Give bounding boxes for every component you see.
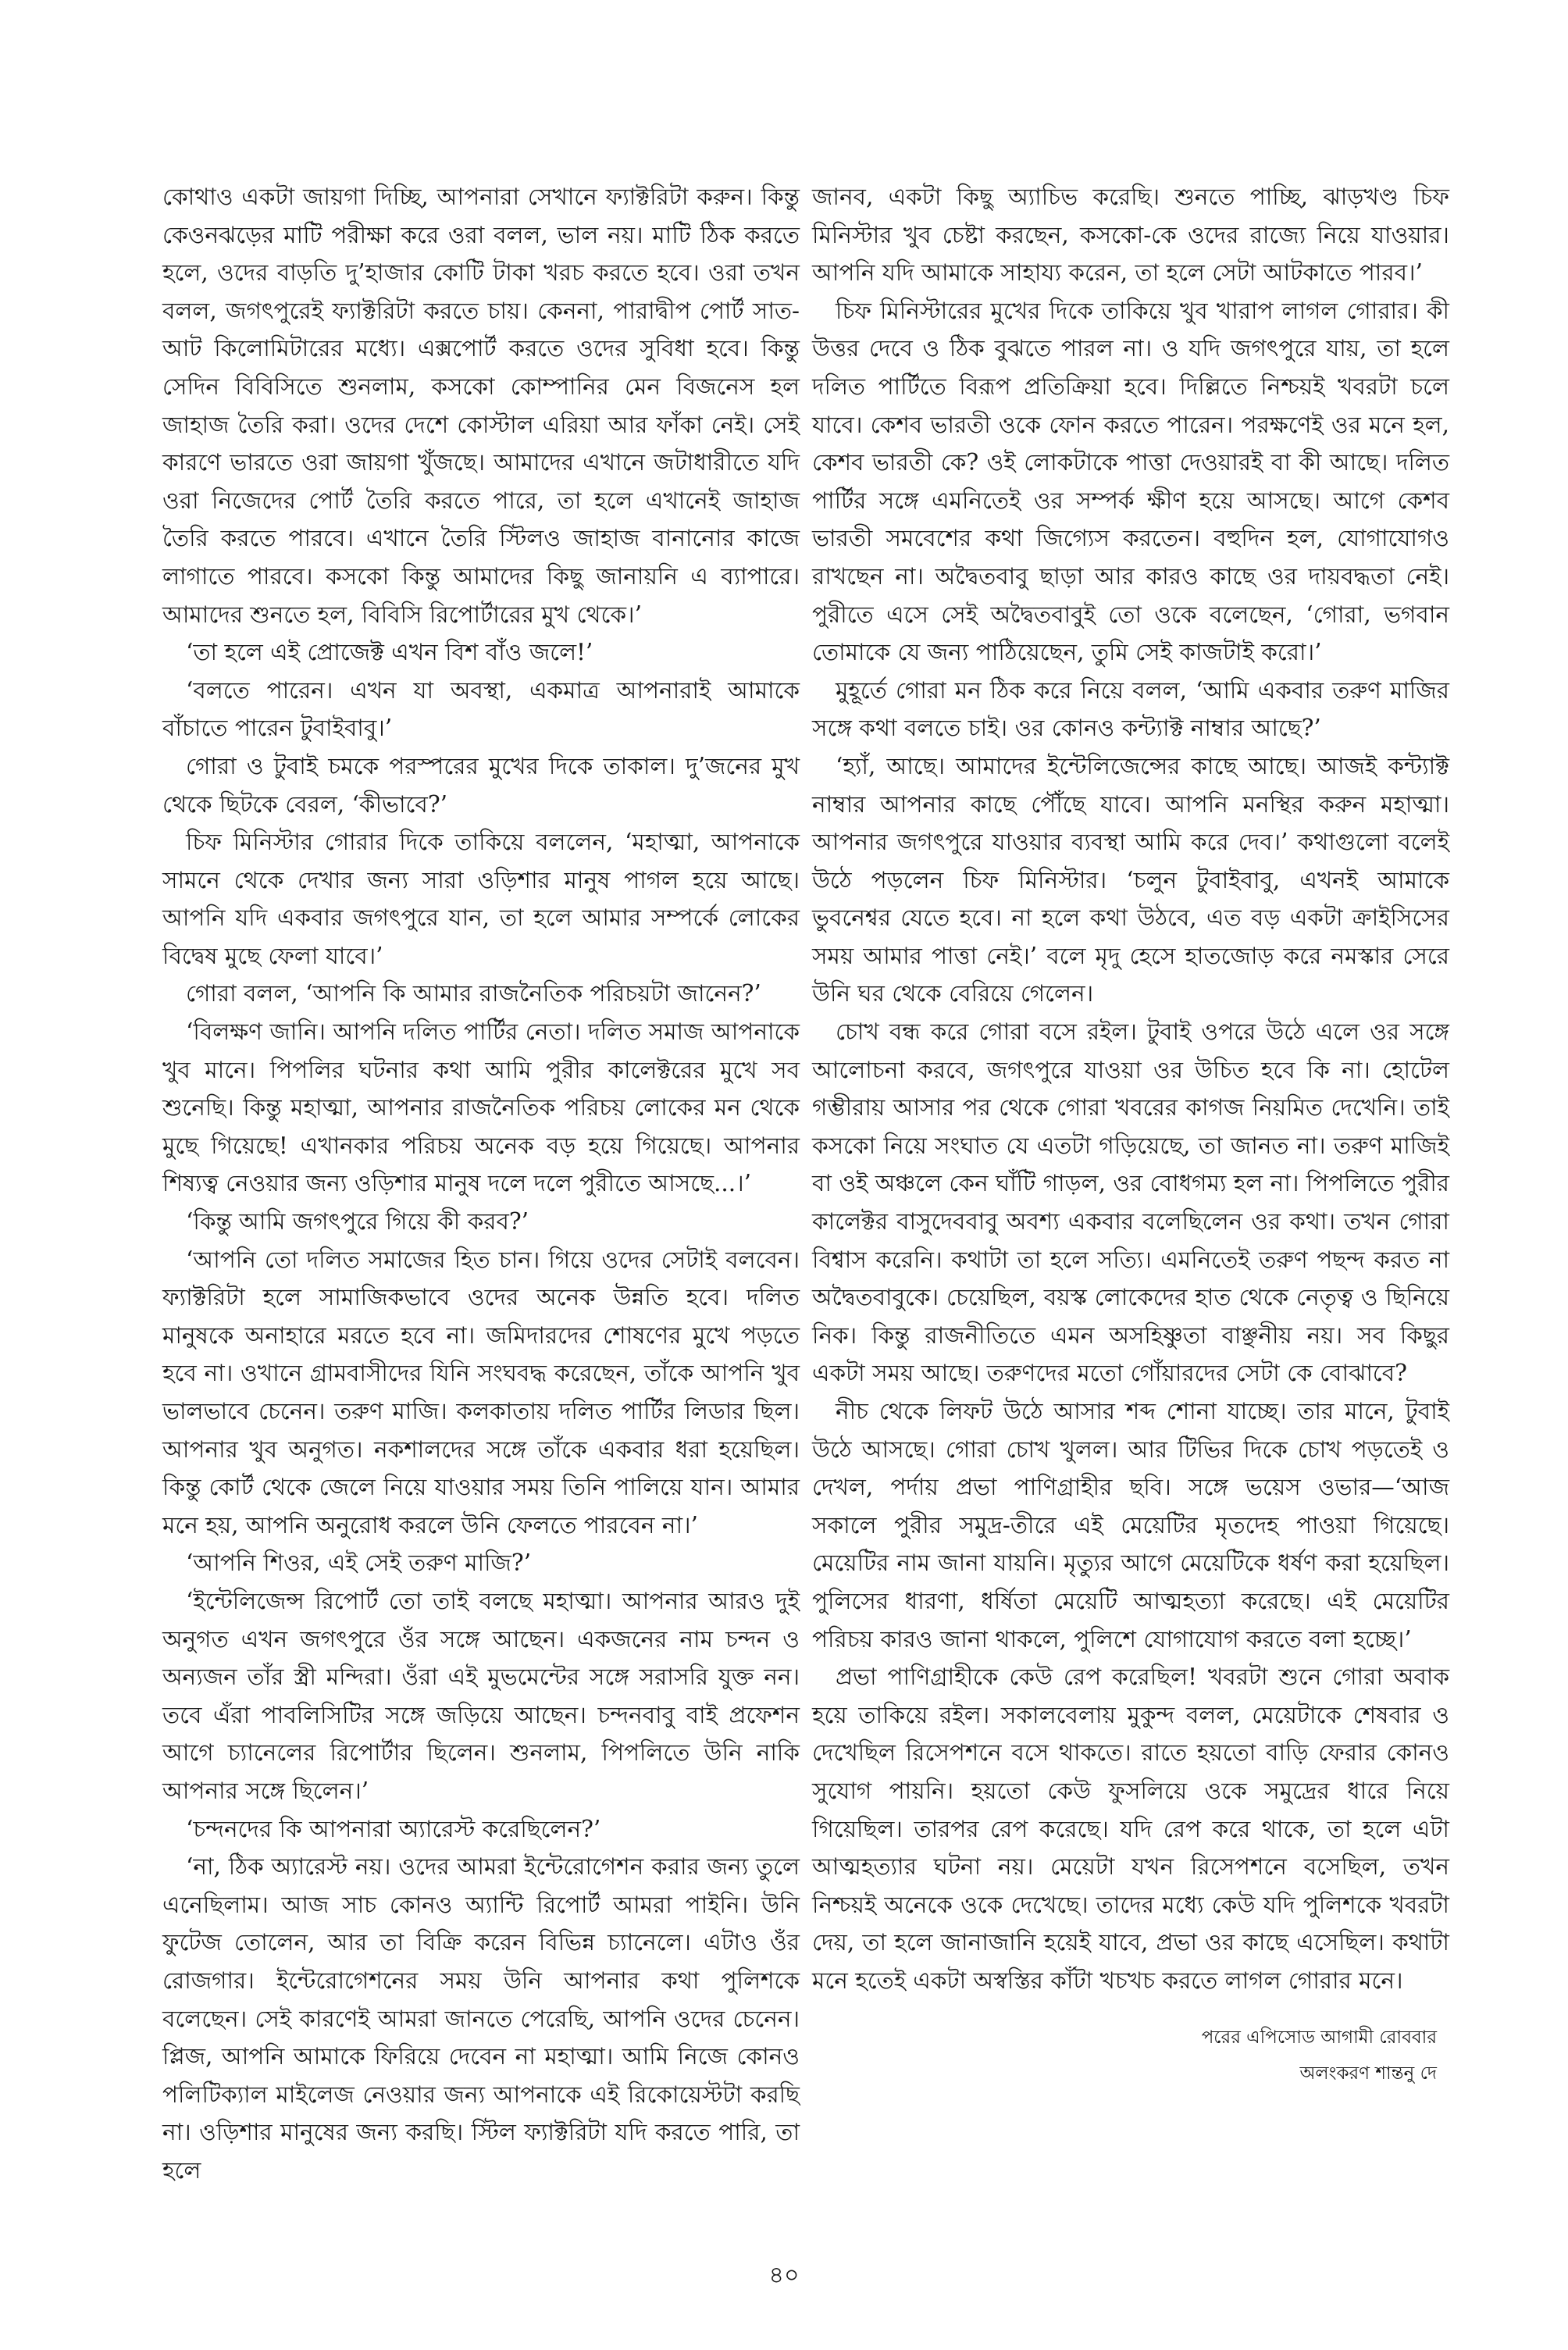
next-episode-note: পরের এপিসোড আগামী রোববার bbox=[1201, 2027, 1437, 2048]
paragraph: গোরা বলল, ‘আপনি কি আমার রাজনৈতিক পরিচয়টা জানেন?’ bbox=[186, 980, 761, 1007]
episode-credits bbox=[1124, 2020, 1437, 2091]
paragraph: কোথাও একটা জায়গা দিচ্ছি, আপনারা সেখানে ফ্যাক্টরিটা করুন। কিন্তু কেওনঝড়ের মাটি পরীক্ষা করে ওরা বলল, ভাল নয়। মাটি ঠিক করতে হলে, ওদের বাড়তি দু’হাজার কোটি টাকা খরচ করতে হবে। ওরা তখন বলল, জগৎপুরেই ফ্যাক্টরিটা করতে চায়। কেননা, পারাদ্বীপ পোর্ট সাত-আট কিলোমিটারের মধ্যে। এক্সপোর্ট করতে ওদের সুবিধা হবে। কিন্তু সেদিন বিবিসিতে শুনলাম, কসকো কোম্পানির মেন বিজনেস হল জাহাজ তৈরি করা। ওদের দেশে কোস্টাল এরিয়া আর ফাঁকা নেই। সেই কারণে ভারতে ওরা জায়গা খুঁজছে। আমাদের এখানে জটাধারীতে যদি ওরা নিজেদের পোর্ট তৈরি করতে পারে, তা হলে এখানেই জাহাজ তৈরি করতে পারবে। এখানে তৈরি স্টিলও জাহাজ বানানোর কাজে লাগাতে পারবে। কসকো কিন্তু আমাদের কিছু জানায়নি এ ব্যাপারে। আমাদের শুনতে হল, বিবিসি রিপোর্টারের মুখ থেকে।’ bbox=[162, 184, 800, 628]
paragraph: নীচ থেকে লিফট উঠে আসার শব্দ শোনা যাচ্ছে। তার মানে, টুবাই উঠে আসছে। গোরা চোখ খুলল। আর টিভির দিকে চোখ পড়তেই ও দেখল, পর্দায় প্রভা পাণিগ্রাহীর ছবি। সঙ্গে ভয়েস ওভার—‘আজ সকালে পুরীর সমুদ্র-তীরে এই মেয়েটির মৃতদেহ পাওয়া গিয়েছে। মেয়েটির নাম জানা যায়নি। মৃত্যুর আগে মেয়েটিকে ধর্ষণ করা হয়েছিল। পুলিসের ধারণা, ধর্ষিতা মেয়েটি আত্মহত্যা করেছে। এই মেয়েটির পরিচয় কারও জানা থাকলে, পুলিশে যোগাযোগ করতে বলা হচ্ছে।’ bbox=[812, 1398, 1449, 1653]
paragraph: জানব, একটা কিছু অ্যাচিভ করেছি। শুনতে পাচ্ছি, ঝাড়খণ্ড চিফ মিনিস্টার খুব চেষ্টা করছেন, কসকো-কে ওদের রাজ্যে নিয়ে যাওয়ার। আপনি যদি আমাকে সাহায্য করেন, তা হলে সেটা আটকাতে পারব।’ bbox=[812, 184, 1449, 287]
paragraph: মুহূর্তে গোরা মন ঠিক করে নিয়ে বলল, ‘আমি একবার তরুণ মাজির সঙ্গে কথা বলতে চাই। ওর কোনও কন্ট্যাক্ট নাম্বার আছে?’ bbox=[812, 676, 1449, 742]
paragraph: ‘কিন্তু আমি জগৎপুরে গিয়ে কী করব?’ bbox=[186, 1208, 529, 1236]
paragraph: ‘তা হলে এই প্রোজেক্ট এখন বিশ বাঁও জলে!’ bbox=[186, 639, 593, 666]
paragraph: ‘হ্যাঁ, আছে। আমাদের ইন্টেলিজেন্সের কাছে আছে। আজই কন্ট্যাক্ট নাম্বার আপনার কাছে পৌঁছে যাবে। আপনি মনস্থির করুন মহাত্মা। আপনার জগৎপুরে যাওয়ার ব্যবস্থা আমি করে দেব।’ কথাগুলো বলেই উঠে পড়লেন চিফ মিনিস্টার। ‘চলুন টুবাইবাবু, এখনই আমাকে ভুবনেশ্বর যেতে হবে। না হলে কথা উঠবে, এত বড় একটা ক্রাইসিসের সময় আমার পাত্তা নেই।’ বলে মৃদু হেসে হাতজোড় করে নমস্কার সেরে উনি ঘর থেকে বেরিয়ে গেলেন। bbox=[812, 752, 1449, 1007]
paragraph: ‘ইন্টেলিজেন্স রিপোর্ট তো তাই বলছে মহাত্মা। আপনার আরও দুই অনুগত এখন জগৎপুরে ওঁর সঙ্গে আছেন। একজনের নাম চন্দন ও অন্যজন তাঁর স্ত্রী মন্দিরা। ওঁরা এই মুভমেন্টের সঙ্গে সরাসরি যুক্ত নন। তবে এঁরা পাবলিসিটির সঙ্গে জড়িয়ে আছেন। চন্দনবাবু বাই প্রফেশন আগে চ্যানেলের রিপোর্টার ছিলেন। শুনলাম, পিপলিতে উনি নাকি আপনার সঙ্গে ছিলেন।’ bbox=[162, 1587, 800, 1804]
paragraph: প্রভা পাণিগ্রাহীকে কেউ রেপ করেছিল! খবরটা শুনে গোরা অবাক হয়ে তাকিয়ে রইল। সকালবেলায় মুকুন্দ বলল, মেয়েটাকে শেষবার ও দেখেছিল রিসেপশনে বসে থাকতে। রাতে হয়তো বাড়ি ফেরার কোনও সুযোগ পায়নি। হয়তো কেউ ফুসলিয়ে ওকে সমুদ্রের ধারে নিয়ে গিয়েছিল। তারপর রেপ করেছে। যদি রেপ করে থাকে, তা হলে এটা আত্মহত্যার ঘটনা নয়। মেয়েটা যখন রিসেপশনে বসেছিল, তখন নিশ্চয়ই অনেকে ওকে দেখেছে। তাদের মধ্যে কেউ যদি পুলিশকে খবরটা দেয়, তা হলে জানাজানি হয়েই যাবে, প্রভা ওর কাছে এসেছিল। কথাটা মনে হতেই একটা অস্বস্তির কাঁটা খচখচ করতে লাগল গোরার মনে। bbox=[812, 1664, 1449, 1994]
paragraph: ‘আপনি শিওর, এই সেই তরুণ মাজি?’ bbox=[186, 1549, 532, 1577]
left-column bbox=[162, 178, 800, 2189]
paragraph: ‘বলতে পারেন। এখন যা অবস্থা, একমাত্র আপনারাই আমাকে বাঁচাতে পারেন টুবাইবাবু।’ bbox=[162, 676, 800, 742]
paragraph: ‘না, ঠিক অ্যারেস্ট নয়। ওদের আমরা ইন্টেরোগেশন করার জন্য তুলে এনেছিলাম। আজ সাচ কোনও অ্যান্টি রিপোর্ট আমরা পাইনি। উনি ফুটেজ তোলেন, আর তা বিক্রি করেন বিভিন্ন চ্যানেলে। এটাও ওঁর রোজগার। ইন্টেরোগেশনের সময় উনি আপনার কথা পুলিশকে বলেছেন। সেই কারণেই আমরা জানতে পেরেছি, আপনি ওদের চেনেন। প্লিজ, আপনি আমাকে ফিরিয়ে দেবেন না মহাত্মা। আমি নিজে কোনও পলিটিক্যাল মাইলেজ নেওয়ার জন্য আপনাকে এই রিকোয়েস্টটা করছি না। ওড়িশার মানুষের জন্য করছি। স্টিল ফ্যাক্টরিটা যদি করতে পারি, তা হলে bbox=[162, 1853, 800, 2184]
paragraph: গোরা ও টুবাই চমকে পরস্পরের মুখের দিকে তাকাল। দু’জনের মুখ থেকে ছিটকে বেরল, ‘কীভাবে?’ bbox=[162, 752, 800, 818]
right-column bbox=[812, 178, 1449, 2000]
paragraph: ‘চন্দনদের কি আপনারা অ্যারেস্ট করেছিলেন?’ bbox=[186, 1815, 601, 1842]
paragraph: চিফ মিনিস্টারের মুখের দিকে তাকিয়ে খুব খারাপ লাগল গোরার। কী উত্তর দেবে ও ঠিক বুঝতে পারল না। ও যদি জগৎপুরে যায়, তা হলে দলিত পার্টিতে বিরূপ প্রতিক্রিয়া হবে। দিল্লিতে নিশ্চয়ই খবরটা চলে যাবে। কেশব ভারতী ওকে ফোন করতে পারেন। পরক্ষণেই ওর মনে হল, কেশব ভারতী কে? ওই লোকটাকে পাত্তা দেওয়ারই বা কী আছে। দলিত পার্টির সঙ্গে এমনিতেই ওর সম্পর্ক ক্ষীণ হয়ে আসছে। আগে কেশব ভারতী সমবেশের কথা জিগ্যেস করতেন। বহুদিন হল, যোগাযোগও রাখছেন না। অদ্বৈতবাবু ছাড়া আর কারও কাছে ওর দায়বদ্ধতা নেই। পুরীতে এসে সেই অদ্বৈতবাবুই তো ওকে বলেছেন, ‘গোরা, ভগবান তোমাকে যে জন্য পাঠিয়েছেন, তুমি সেই কাজটাই করো।’ bbox=[812, 297, 1449, 666]
illustration-credit: অলংকরণ শান্তনু দে bbox=[1299, 2063, 1437, 2084]
paragraph: চোখ বন্ধ করে গোরা বসে রইল। টুবাই ওপরে উঠে এলে ওর সঙ্গে আলোচনা করবে, জগৎপুরে যাওয়া ওর উচিত হবে কি না। হোটেল গম্ভীরায় আসার পর থেকে গোরা খবরের কাগজ নিয়মিত দেখেনি। তাই কসকো নিয়ে সংঘাত যে এতটা গড়িয়েছে, তা জানত না। তরুণ মাজিই বা ওই অঞ্চলে কেন ঘাঁটি গাড়ল, ওর বোধগম্য হল না। পিপলিতে পুরীর কালেক্টর বাসুদেববাবু অবশ্য একবার বলেছিলেন ওর কথা। তখন গোরা বিশ্বাস করেনি। কথাটা তা হলে সত্যি। এমনিতেই তরুণ পছন্দ করত না অদ্বৈতবাবুকে। চেয়েছিল, বয়স্ক লোকেদের হাত থেকে নেতৃত্ব ও ছিনিয়ে নিক। কিন্তু রাজনীতিতে এমন অসহিষ্ণুতা বাঞ্ছনীয় নয়। সব কিছুর একটা সময় আছে। তরুণদের মতো গোঁয়ারদের সেটা কে বোঝাবে? bbox=[812, 1018, 1449, 1387]
paragraph: ‘বিলক্ষণ জানি। আপনি দলিত পার্টির নেতা। দলিত সমাজ আপনাকে খুব মানে। পিপলির ঘটনার কথা আমি পুরীর কালেক্টরের মুখে সব শুনেছি। কিন্তু মহাত্মা, আপনার রাজনৈতিক পরিচয় লোকের মন থেকে মুছে গিয়েছে! এখানকার পরিচয় অনেক বড় হয়ে গিয়েছে। আপনার শিষ্যত্ব নেওয়ার জন্য ওড়িশার মানুষ দলে দলে পুরীতে আসছে...।’ bbox=[162, 1018, 800, 1197]
paragraph: ‘আপনি তো দলিত সমাজের হিত চান। গিয়ে ওদের সেটাই বলবেন। ফ্যাক্টরিটা হলে সামাজিকভাবে ওদের অনেক উন্নতি হবে। দলিত মানুষকে অনাহারে মরতে হবে না। জমিদারদের শোষণের মুখে পড়তে হবে না। ওখানে গ্রামবাসীদের যিনি সংঘবদ্ধ করেছেন, তাঁকে আপনি খুব ভালভাবে চেনেন। তরুণ মাজি। কলকাতায় দলিত পার্টির লিডার ছিল। আপনার খুব অনুগত। নকশালদের সঙ্গে তাঁকে একবার ধরা হয়েছিল। কিন্তু কোর্ট থেকে জেলে নিয়ে যাওয়ার সময় তিনি পালিয়ে যান। আমার মনে হয়, আপনি অনুরোধ করলে উনি ফেলতে পারবেন না।’ bbox=[162, 1246, 800, 1539]
page-number: ৪০ bbox=[768, 2262, 800, 2289]
paragraph: চিফ মিনিস্টার গোরার দিকে তাকিয়ে বললেন, ‘মহাত্মা, আপনাকে সামনে থেকে দেখার জন্য সারা ওড়িশার মানুষ পাগল হয়ে আছে। আপনি যদি একবার জগৎপুরে যান, তা হলে আমার সম্পর্কে লোকের বিদ্বেষ মুছে ফেলা যাবে।’ bbox=[162, 829, 800, 969]
